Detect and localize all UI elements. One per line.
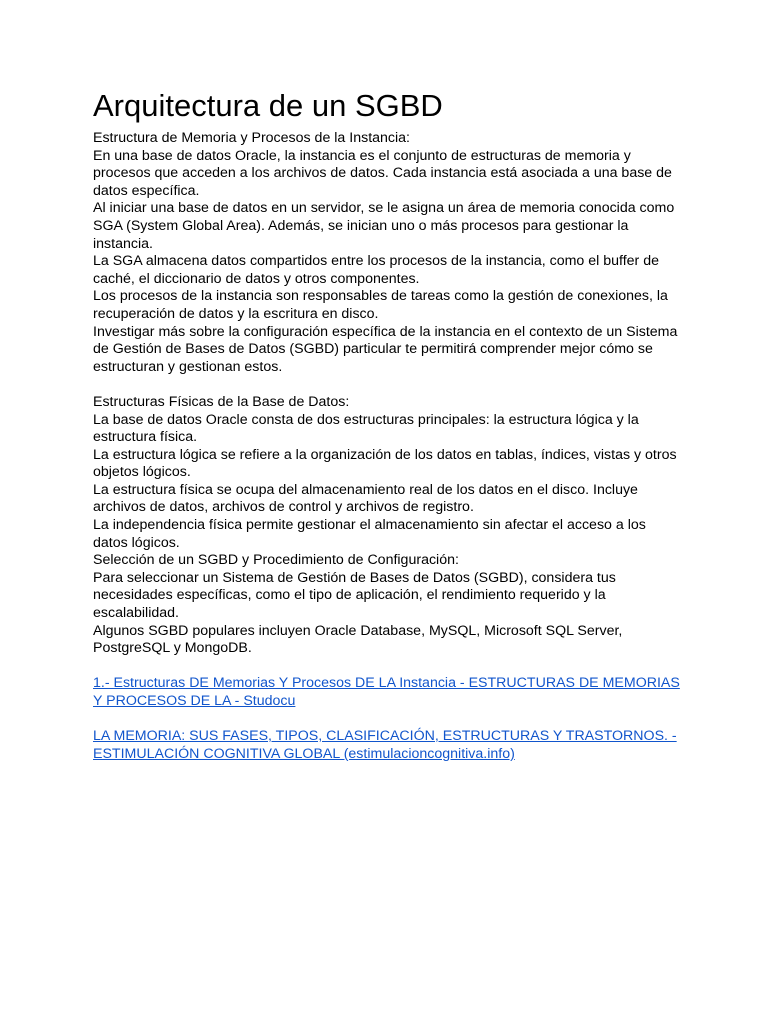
document-page — [93, 86, 683, 763]
paragraph: La SGA almacena datos compartidos entre los procesos de la instancia, como el buffer de caché, el diccionario de datos y otros componentes. — [93, 253, 659, 287]
document-title: Arquitectura de un SGBD — [93, 88, 443, 123]
reference-link-studocu[interactable]: 1.- Estructuras DE Memorias Y Procesos DE LA Instancia - ESTRUCTURAS DE MEMORIAS Y PROCESOS DE LA - Studocu — [93, 675, 680, 709]
paragraph: Los procesos de la instancia son responsables de tareas como la gestión de conexiones, la recuperación de datos y la escritura en disco. — [93, 288, 668, 322]
blank-line — [93, 658, 683, 676]
section-heading-estructuras: Estructuras Físicas de la Base de Datos: — [93, 393, 350, 410]
reference-link-estimulacion[interactable]: LA MEMORIA: SUS FASES, TIPOS, CLASIFICACIÓN, ESTRUCTURAS Y TRASTORNOS. - ESTIMULACIÓN COGNITIVA GLOBAL (estimulacioncognitiva.info) — [93, 728, 677, 762]
paragraph: Algunos SGBD populares incluyen Oracle Database, MySQL, Microsoft SQL Server, PostgreSQL y MongoDB. — [93, 622, 623, 657]
paragraph: La estructura lógica se refiere a la organización de los datos en tablas, índices, vistas y otros objetos lógicos. — [93, 446, 677, 481]
blank-line — [93, 376, 683, 394]
paragraph: La independencia física permite gestionar el almacenamiento sin afectar el acceso a los datos lógicos. — [93, 517, 646, 551]
section-heading-memoria: Estructura de Memoria y Procesos de la Instancia: — [93, 130, 410, 146]
section-heading-seleccion: Selección de un SGBD y Procedimiento de Configuración: — [93, 552, 459, 569]
paragraph: Investigar más sobre la configuración específica de la instancia en el contexto de un Sistema de Gestión de Bases de Datos (SGBD) particular te permitirá comprender mejor cómo se estructuran y gestionan estos. — [93, 323, 678, 375]
paragraph: La base de datos Oracle consta de dos estructuras principales: la estructura lógica y la estructura física. — [93, 411, 639, 446]
blank-line — [93, 711, 683, 729]
paragraph: Para seleccionar un Sistema de Gestión de Bases de Datos (SGBD), considera tus necesidades específicas, como el tipo de aplicación, el rendimiento requerido y la escalabilidad. — [93, 569, 616, 622]
paragraph: Al iniciar una base de datos en un servidor, se le asigna un área de memoria conocida como SGA (System Global Area). Además, se inician uno o más procesos para gestionar la instancia. — [93, 200, 675, 252]
paragraph: La estructura física se ocupa del almacenamiento real de los datos en el disco. Incluye archivos de datos, archivos de control y archivos de registro. — [93, 481, 638, 516]
paragraph: En una base de datos Oracle, la instancia es el conjunto de estructuras de memoria y procesos que acceden a los archivos de datos. Cada instancia está asociada a una base de datos específica. — [93, 147, 672, 199]
